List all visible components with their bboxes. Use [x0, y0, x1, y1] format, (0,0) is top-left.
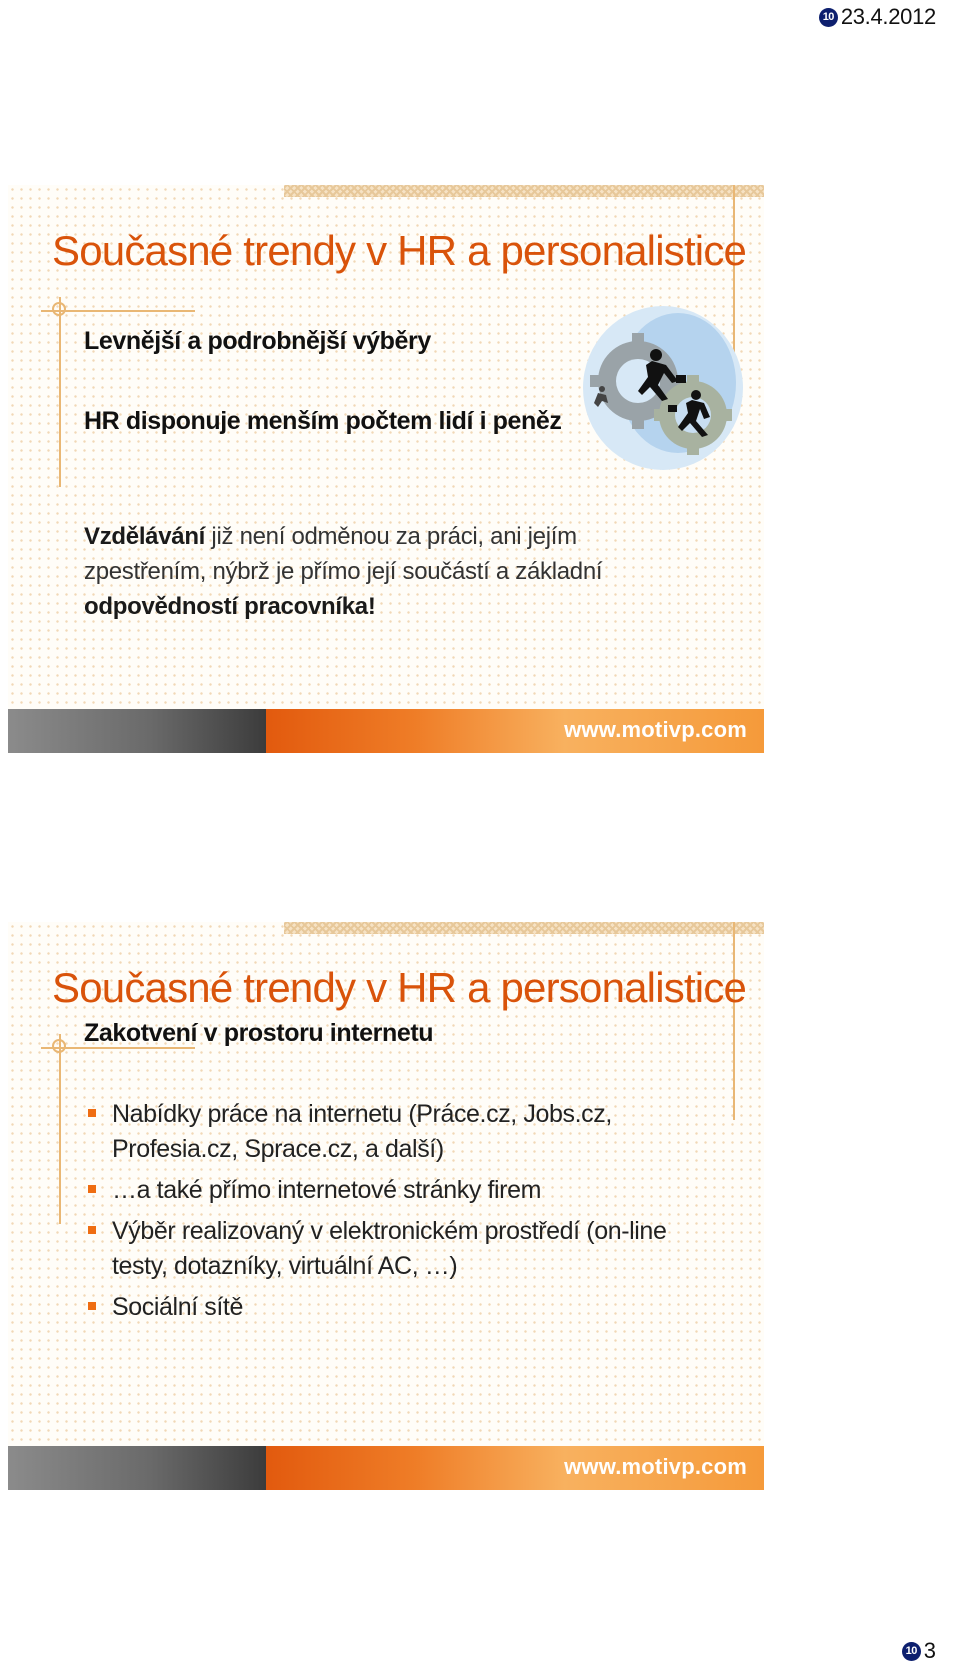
slide-heading: Zakotvení v prostoru internetu	[84, 1019, 434, 1047]
list-item-text: Nabídky práce na internetu (Práce.cz, Jobs.cz, Profesia.cz, Sprace.cz, a další)	[112, 1100, 612, 1163]
decorative-line	[733, 922, 735, 1120]
slide-1	[8, 185, 764, 753]
footer-gray-section	[8, 1446, 266, 1490]
slide-heading: Levnější a podrobnější výběry	[84, 327, 431, 355]
footer-gray-section	[8, 709, 266, 753]
footer-url: www.motivp.com	[564, 1454, 747, 1479]
square-bullet-icon	[88, 1302, 96, 1310]
paragraph-bold-lead: Vzdělávání	[84, 523, 206, 550]
list-item	[84, 1214, 694, 1284]
list-item	[84, 1290, 694, 1325]
page-header-date	[819, 4, 936, 30]
slide-footer-bar	[8, 1446, 764, 1490]
page-number-text: 3	[923, 1638, 936, 1663]
square-bullet-icon	[88, 1226, 96, 1234]
list-item-text: Sociální sítě	[112, 1293, 243, 1321]
square-bullet-icon	[88, 1109, 96, 1117]
slide-heading: HR disponuje menším počtem lidí i peněz	[84, 407, 562, 435]
crosshair-ornament-icon	[52, 302, 66, 316]
paragraph-text: již není odměnou za práci, ani jejím zpestřením, nýbrž je přímo její součástí a základní	[84, 523, 603, 585]
decorative-band	[284, 185, 764, 197]
footer-url: www.motivp.com	[564, 717, 747, 742]
list-item	[84, 1097, 694, 1167]
businessmen-gears-icon	[568, 303, 748, 478]
list-item-text: …a také přímo internetové stránky firem	[112, 1176, 542, 1204]
decorative-line	[59, 297, 61, 487]
list-item-text: Výběr realizovaný v elektronickém prostředí (on-line testy, dotazníky, virtuální AC, …)	[112, 1217, 667, 1280]
paragraph-bold-end: odpovědností pracovníka!	[84, 593, 376, 620]
footer-orange-section	[266, 1446, 764, 1490]
square-bullet-icon	[88, 1185, 96, 1193]
page-number	[902, 1638, 936, 1664]
slide-title: Současné trendy v HR a personalistice	[52, 964, 747, 1011]
page-badge-icon: 10	[819, 8, 838, 27]
crosshair-ornament-icon	[52, 1039, 66, 1053]
slide-title: Současné trendy v HR a personalistice	[52, 227, 747, 274]
page-badge-icon: 10	[902, 1642, 921, 1661]
list-item	[84, 1173, 694, 1208]
bullet-list	[84, 1097, 694, 1331]
slide-2	[8, 922, 764, 1490]
decorative-line	[59, 1034, 61, 1224]
slide-paragraph	[84, 519, 684, 624]
slide-footer-bar	[8, 709, 764, 753]
decorative-band	[284, 922, 764, 934]
date-text: 23.4.2012	[840, 4, 936, 29]
footer-orange-section	[266, 709, 764, 753]
